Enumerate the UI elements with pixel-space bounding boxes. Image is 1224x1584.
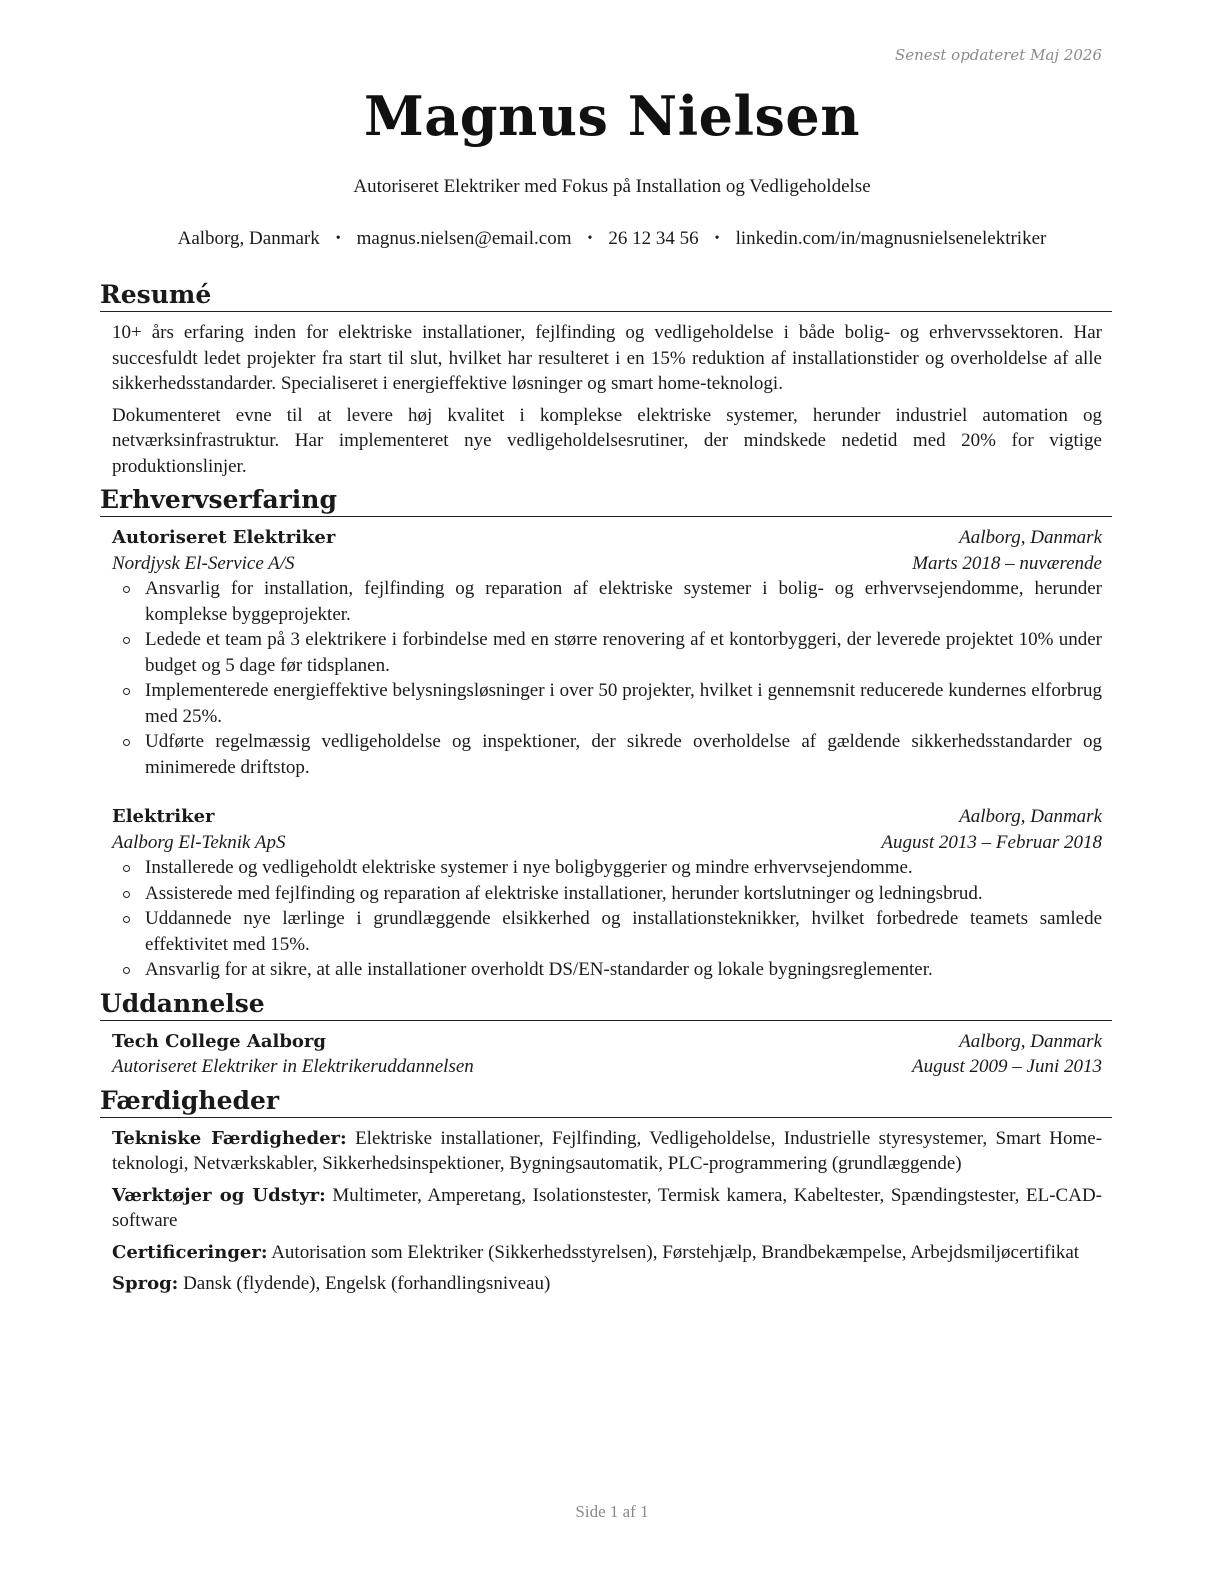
skill-group bbox=[112, 1126, 1102, 1177]
job-company: Nordjysk El-Service A/S bbox=[112, 552, 295, 574]
education-section bbox=[100, 989, 1112, 1080]
skills-body bbox=[100, 1126, 1112, 1297]
summary-paragraph: Dokumenteret evne til at levere høj kvalitet i komplekse elektriske systemer, herunder industriel automation og netværksinfrastruktur. Har implementeret nye vedligeholdelsesrutiner, der mindskede nedetid med 20% for vigtige produktionslinjer. bbox=[112, 404, 1102, 477]
list-item: Installerede og vedligeholdt elektriske systemer i nye boligbyggerier og mindre erhvervsejendomme. bbox=[145, 855, 1102, 881]
contact-separator: • bbox=[587, 231, 593, 246]
contact-phone: 26 12 34 56 bbox=[608, 228, 699, 249]
job-dates: August 2013 – Februar 2018 bbox=[881, 831, 1102, 853]
skill-group-label: Tekniske Færdigheder: bbox=[112, 1127, 347, 1149]
section-heading-skills: Færdigheder bbox=[100, 1086, 1112, 1118]
skill-group bbox=[112, 1271, 1102, 1297]
contact-separator: • bbox=[335, 231, 341, 246]
skill-group-label: Certificeringer: bbox=[112, 1241, 268, 1263]
job-title: Elektriker bbox=[112, 806, 215, 827]
summary-paragraph: 10+ års erfaring inden for elektriske installationer, fejlfinding og vedligeholdelse i både bolig- og erhvervssektoren. Har succesfuldt ledet projekter fra start til slut, hvilket har resulteret i en 15% reduktion af installationstider og overholdelse af alle sikkerhedsstandarder. Specialiseret i energieffektive løsninger og smart home-teknologi. bbox=[112, 322, 1102, 394]
education-dates: August 2009 – Juni 2013 bbox=[912, 1056, 1102, 1077]
list-item: Udførte regelmæssig vedligeholdelse og inspektioner, der sikrede overholdelse af gældende sikkerhedsstandarder og minimerede driftstop. bbox=[145, 729, 1102, 780]
education-entry bbox=[100, 1029, 1112, 1080]
skill-group-text: Autorisation som Elektriker (Sikkerhedsstyrelsen), Førstehjælp, Brandbekæmpelse, Arbejdsmiljøcertifikat bbox=[271, 1241, 1080, 1263]
job-header-row bbox=[112, 804, 1102, 830]
job-dates: Marts 2018 – nuværende bbox=[912, 552, 1102, 574]
candidate-title: Autoriseret Elektriker med Fokus på Installation og Vedligeholdelse bbox=[353, 176, 871, 197]
job-entry bbox=[100, 804, 1112, 983]
education-header-row bbox=[112, 1029, 1102, 1055]
page-number: Side 1 af 1 bbox=[575, 1502, 649, 1521]
skills-section bbox=[100, 1086, 1112, 1297]
list-item: Implementerede energieffektive belysningsløsninger i over 50 projekter, hvilket i gennemsnit reducerede kundernes elforbrug med 25%. bbox=[145, 678, 1102, 729]
contact-line bbox=[0, 228, 1224, 250]
job-company: Aalborg El-Teknik ApS bbox=[112, 831, 286, 853]
job-location: Aalborg, Danmark bbox=[959, 806, 1102, 827]
job-location: Aalborg, Danmark bbox=[959, 527, 1102, 548]
contact-separator: • bbox=[714, 231, 720, 246]
job-subheader-row bbox=[112, 551, 1102, 577]
last-updated-note: Senest opdateret Maj 2026 bbox=[894, 46, 1102, 64]
skill-group bbox=[112, 1240, 1102, 1266]
job-subheader-row bbox=[112, 830, 1102, 856]
job-bullets bbox=[112, 855, 1102, 983]
section-heading-summary: Resumé bbox=[100, 280, 1112, 312]
section-heading-education: Uddannelse bbox=[100, 989, 1112, 1021]
skill-group-text: Dansk (flydende), Engelsk (forhandlingsniveau) bbox=[183, 1273, 551, 1294]
skill-group-text: Multimeter, Amperetang, Isolationstester, Termisk kamera, Kabeltester, Spændingstester, EL-CAD-software bbox=[112, 1184, 1102, 1231]
list-item: Ledede et team på 3 elektrikere i forbindelse med en større renovering af et kontorbyggeri, der leverede projektet 10% under budget og 5 dage før tidsplanen. bbox=[145, 627, 1102, 678]
education-subheader-row bbox=[112, 1054, 1102, 1080]
school-name: Tech College Aalborg bbox=[112, 1030, 326, 1052]
degree-name: Autoriseret Elektriker in Elektrikeruddannelsen bbox=[112, 1056, 474, 1077]
job-bullets bbox=[112, 576, 1102, 780]
list-item: Ansvarlig for at sikre, at alle installationer overholdt DS/EN-standarder og lokale bygningsreglementer. bbox=[145, 957, 1102, 983]
skill-group-text: Elektriske installationer, Fejlfinding, Vedligeholdelse, Industrielle styresystemer, Smart Home-teknologi, Netværkskabler, Sikkerhedsinspektioner, Bygningsautomatik, PLC-programmering (grundlæggende) bbox=[112, 1127, 1103, 1174]
section-heading-experience: Erhvervserfaring bbox=[100, 485, 1112, 517]
list-item: Ansvarlig for installation, fejlfinding og reparation af elektriske systemer i bolig- og erhvervsejendomme, herunder komplekse byggeprojekter. bbox=[145, 576, 1102, 627]
job-title: Autoriseret Elektriker bbox=[112, 527, 336, 548]
contact-email[interactable]: magnus.nielsen@email.com bbox=[356, 228, 572, 249]
school-location: Aalborg, Danmark bbox=[959, 1030, 1102, 1052]
skill-group bbox=[112, 1183, 1102, 1234]
job-entry bbox=[100, 525, 1112, 780]
experience-section bbox=[100, 485, 1112, 983]
skill-group-label: Sprog: bbox=[112, 1273, 179, 1294]
contact-location: Aalborg, Danmark bbox=[177, 228, 320, 249]
resume-content bbox=[100, 280, 1112, 1303]
job-header-row bbox=[112, 525, 1102, 551]
summary-body bbox=[100, 320, 1112, 479]
skill-group-label: Værktøjer og Udstyr: bbox=[112, 1184, 326, 1206]
contact-linkedin[interactable]: linkedin.com/in/magnusnielsenelektriker bbox=[735, 228, 1047, 249]
summary-section bbox=[100, 280, 1112, 479]
list-item: Uddannede nye lærlinge i grundlæggende elsikkerhed og installationsteknikker, hvilket forbedrede teamets samlede effektivitet med 15%. bbox=[145, 906, 1102, 957]
candidate-name: Magnus Nielsen bbox=[363, 84, 860, 148]
list-item: Assisterede med fejlfinding og reparation af elektriske installationer, herunder kortslutninger og ledningsbrud. bbox=[145, 881, 1102, 907]
